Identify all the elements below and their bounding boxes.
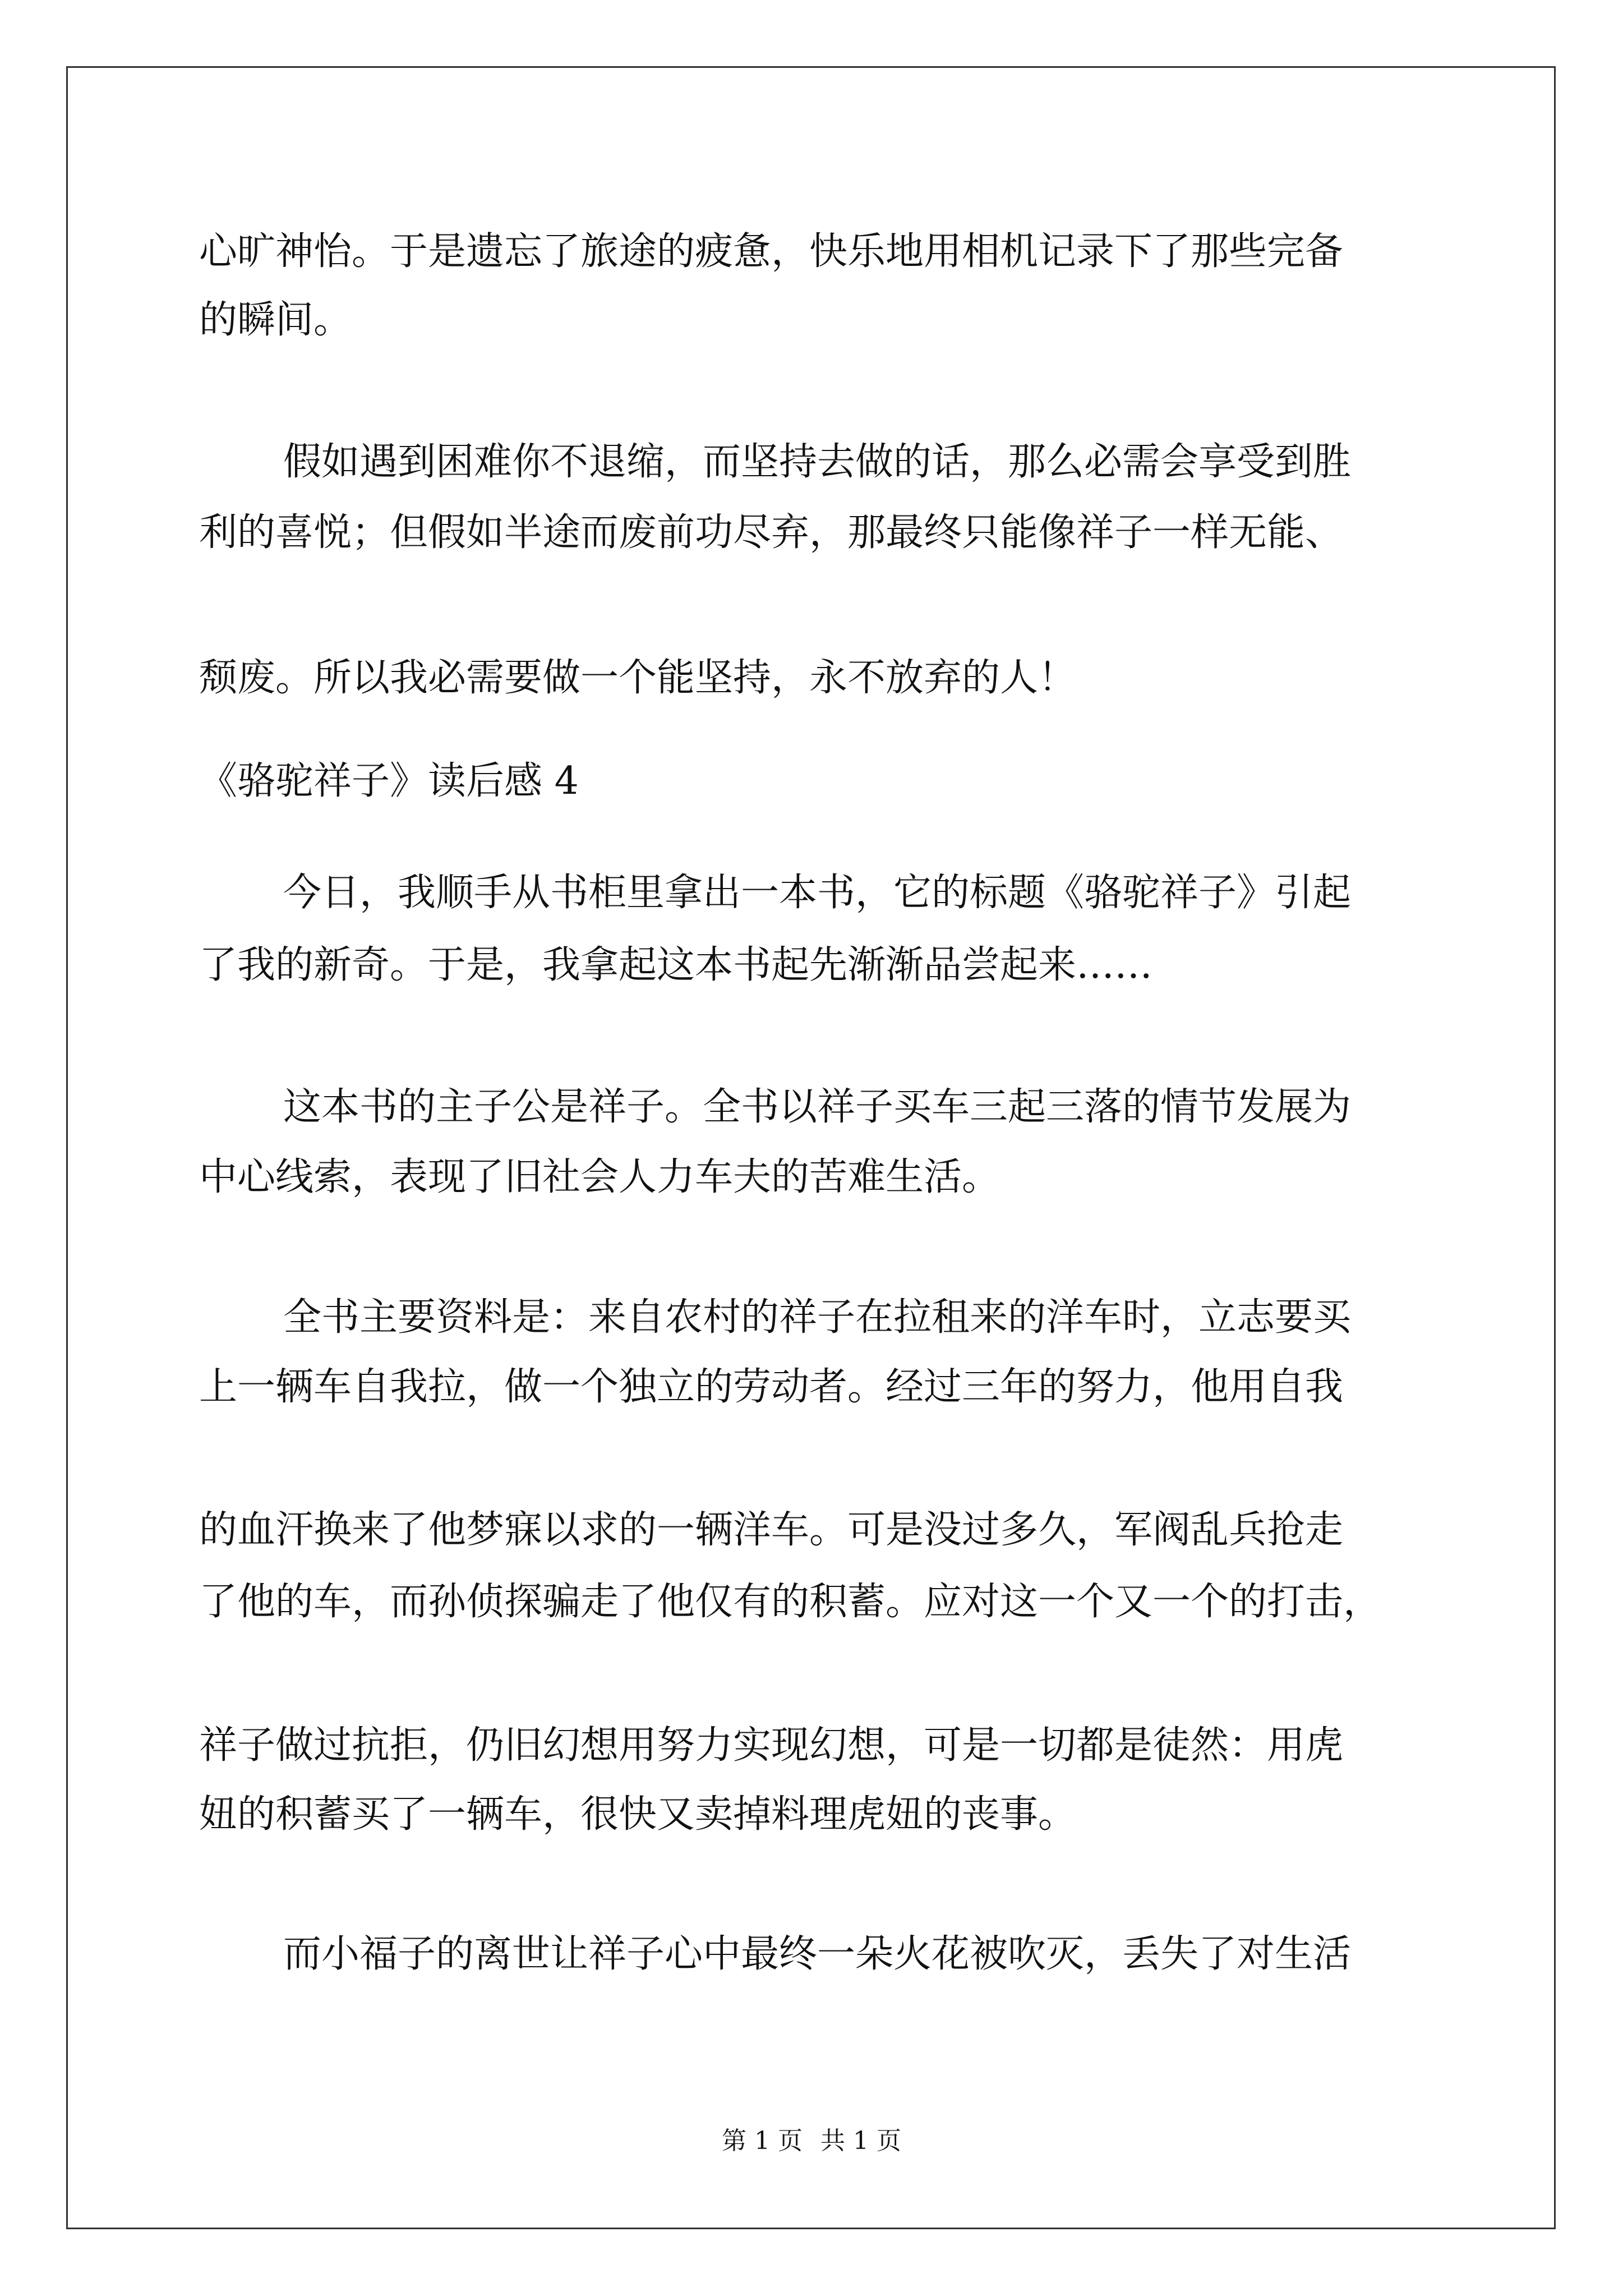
page-footer — [0, 2129, 1623, 2154]
page-border — [66, 66, 1556, 2229]
body-line-13: 了他的车，而孙侦探骗走了他仅有的积蓄。应对这一个又一个的打击， — [199, 1580, 1382, 1624]
body-line-14: 祥子做过抗拒，仍旧幻想用努力实现幻想，可是一切都是徒然：用虎 — [199, 1723, 1344, 1768]
body-line-4: 利的喜悦；但假如半途而废前功尽弃，那最终只能像祥子一样无能、 — [199, 510, 1344, 555]
paragraph-start-line: 假如遇到困难你不退缩，而坚持去做的话，那么必需会享受到胜 — [283, 440, 1352, 484]
paragraph-start-line: 全书主要资料是：来自农村的祥子在拉租来的洋车时，立志要买 — [283, 1295, 1352, 1340]
body-line-15: 妞的积蓄买了一辆车，很快又卖掉料理虎妞的丧事。 — [199, 1792, 1077, 1837]
paragraph-start-line: 而小福子的离世让祥子心中最终一朵火花被吹灭，丢失了对生活 — [283, 1932, 1352, 1976]
body-line-2: 的瞬间。 — [199, 298, 352, 342]
body-line-7: 了我的新奇。于是，我拿起这本书起先渐渐品尝起来…… — [199, 943, 1153, 987]
body-line-11: 上一辆车自我拉，做一个独立的劳动者。经过三年的努力，他用自我 — [199, 1365, 1344, 1409]
body-line-5: 颓废。所以我必需要做一个能坚持，永不放弃的人！ — [199, 656, 1077, 700]
page-number: 第 1 页 — [722, 2127, 803, 2155]
paragraph-start-line: 这本书的主子公是祥子。全书以祥子买车三起三落的情节发展为 — [283, 1085, 1352, 1129]
body-line-1: 心旷神怡。于是遗忘了旅途的疲惫，快乐地用相机记录下了那些完备 — [199, 229, 1344, 274]
page-total: 共 1 页 — [820, 2127, 901, 2155]
paragraph-start-line: 今日，我顺手从书柜里拿出一本书，它的标题《骆驼祥子》引起 — [283, 871, 1352, 915]
body-line-12: 的血汗换来了他梦寐以求的一辆洋车。可是没过多久，军阀乱兵抢走 — [199, 1508, 1344, 1552]
section-title: 《骆驼祥子》读后感 4 — [199, 759, 579, 803]
body-line-9: 中心线索，表现了旧社会人力车夫的苦难生活。 — [199, 1155, 1000, 1199]
